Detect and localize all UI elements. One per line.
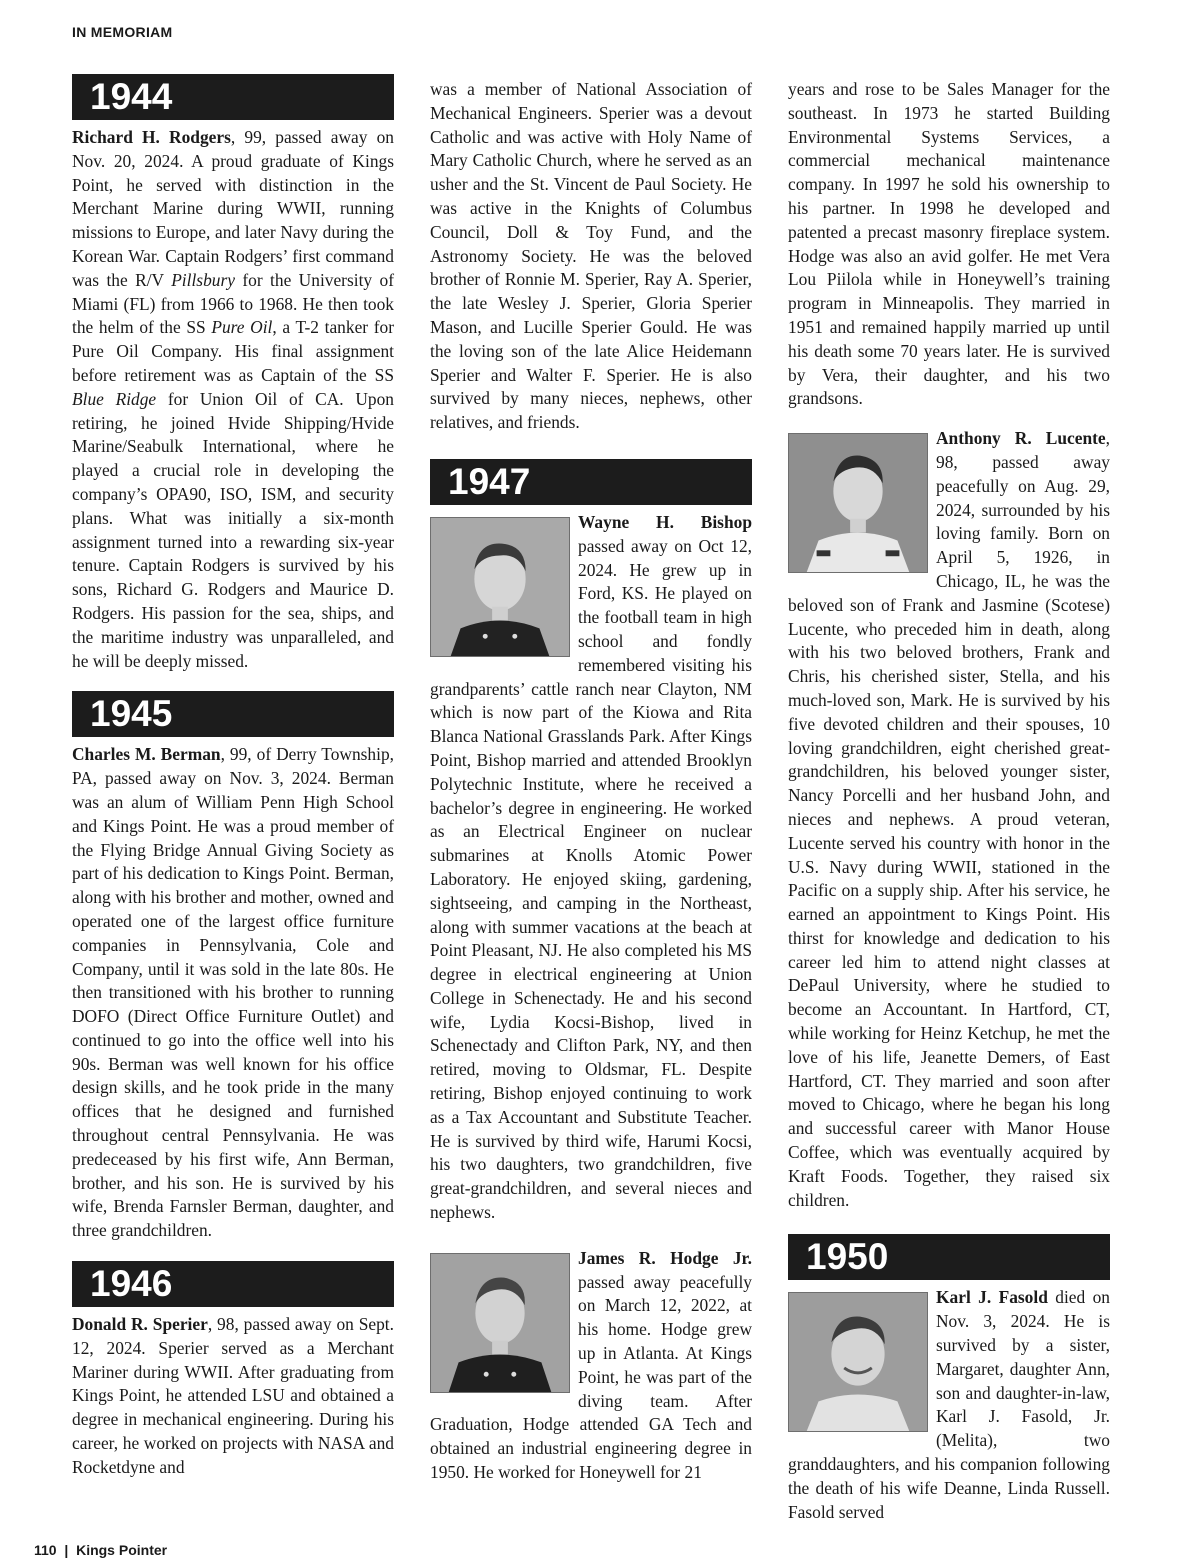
obituary-hodge-continued: years and rose to be Sales Manager for the southeast. In 1973 he started Building Environmental Systems Services, a commercial mechanical maintenance company. In 1997 he sold his ownership to his partner. In 1998 he developed and patented a precast masonry fireplace system. Hodge was also an avid golfer. He met Vera Lou Piilola while in Honeywell’s training program in Minneapolis. They married in 1951 and remained happily married up until his death some 70 years later. He is survived by Vera, their daughter, and his two grandsons. — [788, 79, 1110, 409]
obituary-sperier-continued: was a member of National Association of Mechanical Engineers. Sperier was a devout Catholic and was active with Holy Name of Mary Catholic Church, where he served as an usher and the St. Vincent de Paul Society. He was active in the Knights of Columbus Council, Doll & Toy Fund, and the Astronomy Society. He was the beloved brother of Ronnie M. Sperier, Ray A. Sperier, the late Wesley J. Sperier, Gloria Sperier Mason, and Lucille Sperier Gould. He was the loving son of the late Alice Heidemann Sperier and Walter F. Sperier. He is also survived by many nieces, nephews, other relatives, and friends. — [430, 79, 752, 433]
name-bishop: Wayne H. Bishop — [578, 511, 752, 532]
obituary-berman — [72, 743, 394, 1243]
obit-text: , 98, passed away peacefully on Aug. 29, 2024, surrounded by his loving family. Born on April 5, 1926, in Chicago, IL, he was the beloved son of Frank and Jasmine (Scotese) Lucente, who preceded him in death, along with his two beloved brothers, Frank and Chris, his cherished sister, Stella, and his much-loved son, Mark. He is survived by his five devoted children and their spouses, 10 loving grandchildren, eight cherished great-grandchildren, his beloved younger sister, Nancy Porcelli and her husband John, and nieces and nephews. A proud veteran, Lucente served his country with honor in the U.S. Navy during WWII, stationed in the Pacific on a supply ship. After his service, he earned an appointment to Kings Point. His thirst for knowledge and dedication to his career led him to attend night classes at DePaul University, where he studied to become an Accountant. In Hartford, CT, while working for Heinz Ketchup, he met the love of his life, Jeanette Demers, of East Hartford, CT. They married and soon after moved to Chicago, where he began his long and successful career with Manor House Coffee, which was eventually acquired by Kraft Foods. Together, they raised six children. — [788, 428, 1110, 1210]
photo-bishop — [430, 517, 570, 657]
obit-text: for Union Oil of CA. Upon retiring, he joined Hvide Shipping/Hvide Marine/Seabulk International, where he played a crucial role in developing the company’s OPA90, ISO, ISM, and security plans. What was initially a six-month assignment turned into a rewarding six-year tenure. Captain Rodgers is survived by his sons, Richard G. Rodgers and Maurice D. Rodgers. His passion for the sea, ships, and the maritime industry was unparalleled, and he will be deeply missed. — [72, 388, 394, 671]
ship-name: Pillsbury — [171, 269, 235, 290]
obit-text: died on Nov. 3, 2024. He is survived by a sister, Margaret, daughter Ann, son and daughter-in-law, Karl J. Fasold, Jr. (Melita), two granddaughters, and his companion following the death of his wife Deanne, Linda Russell. Fasold served — [788, 1287, 1111, 1522]
ship-name: Blue Ridge — [72, 388, 157, 409]
year-heading-1945: 1945 — [72, 691, 394, 737]
obit-text: for the University of Miami (FL) from 1966 to 1968. He then took the helm of the SS — [72, 269, 394, 338]
name-rodgers: Richard H. Rodgers — [72, 127, 231, 147]
year-heading-1950: 1950 — [788, 1234, 1110, 1280]
page-footer — [34, 1542, 167, 1558]
obituary-rodgers — [72, 126, 394, 673]
name-fasold: Karl J. Fasold — [936, 1287, 1048, 1308]
obit-text: passed away peacefully on March 12, 2022, at his home. Hodge grew up in Atlanta. At Kings Point, he was part of the diving team. After Graduation, Hodge attended GA Tech and obtained an industrial engineering degree in 1950. He worked for Honeywell for 21 — [430, 1271, 752, 1483]
portrait-photo — [431, 518, 569, 656]
column-2 — [430, 78, 752, 1485]
photo-lucente — [788, 433, 928, 573]
photo-hodge — [430, 1253, 570, 1393]
year-heading-1947: 1947 — [430, 459, 752, 505]
name-berman: Charles M. Berman — [72, 744, 221, 765]
name-sperier: Donald R. Sperier — [72, 1314, 208, 1335]
obit-text: , 99, passed away on Nov. 20, 2024. A proud graduate of Kings Point, he served with distinction in the Merchant Marine during WWII, running missions to Europe, and later Navy during the Korean War. Captain Rodgers’ first command was the R/V — [72, 127, 394, 290]
publication-name: Kings Pointer — [76, 1542, 168, 1558]
portrait-photo — [789, 1293, 927, 1431]
portrait-photo — [431, 1254, 569, 1392]
name-lucente: Anthony R. Lucente — [936, 428, 1106, 449]
obit-text: passed away on Oct 12, 2024. He grew up in Ford, KS. He played on the football team in high school and fondly remembered visiting his grandparents’ cattle ranch near Clayton, NM which is now part of the Kiowa and Rita Blanca National Grasslands Park. After Kings Point, Bishop married and attended Brooklyn Polytechnic Institute, where he received a bachelor’s degree in engineering. He worked as an Electrical Engineer on nuclear submarines at Knolls Atomic Power Laboratory. He enjoyed skiing, gardening, sightseeing, and camping in the Northeast, along with summer vacations at the beach at Point Pleasant, NJ. He also completed his MS degree in electrical engineering at Union College in Schenectady. He and his second wife, Lydia Kocsi-Bishop, lived in Schenectady and Clifton Park, NY, and then retired, moving to Oldsmar, FL. Despite retiring, Bishop enjoyed continuing to work as a Tax Accountant and Substitute Teacher. He is survived by third wife, Harumi Kocsi, his two daughters, two grandchildren, five great-grandchildren, and several nieces and nephews. — [430, 535, 752, 1223]
portrait-photo — [789, 434, 927, 572]
obit-text: , 99, of Derry Township, PA, passed away on Nov. 3, 2024. Berman was an alum of William Penn High School and Kings Point. He was a proud member of the Flying Bridge Annual Giving Society as part of his dedication to Kings Point. Berman, along with his brother and mother, owned and operated one of the largest office furniture companies in Pennsylvania, Cole and Company, until it was sold in the late 80s. He then transitioned with his brother to running DOFO (Direct Office Furniture Outlet) and continued to go into the office well into his 90s. Berman was well known for his office design skills, and he took pride in the many offices that he designed and furnished throughout central Pennsylvania. He was predeceased by his first wife, Ann Berman, brother, and his son. He is survived by his wife, Brenda Farnsler Berman, daughter, and three grandchildren. — [72, 744, 394, 1241]
ship-name: Pure Oil — [211, 317, 273, 338]
obit-text: , a T-2 tanker for Pure Oil Company. His final assignment before retirement was as Captain of the SS — [72, 317, 395, 385]
obit-text: , 98, passed away on Sept. 12, 2024. Sperier served as a Merchant Mariner during WWII. After graduating from Kings Point, he attended LSU and obtained a degree in mechanical engineering. During his career, he worked on projects with NASA and Rocketdyne and — [72, 1314, 394, 1477]
section-label: IN MEMORIAM — [72, 24, 173, 40]
column-1 — [72, 74, 394, 1480]
name-hodge: James R. Hodge Jr. — [578, 1247, 752, 1268]
year-heading-1944: 1944 — [72, 74, 394, 120]
obituary-sperier — [72, 1313, 394, 1480]
page-number: 110 — [34, 1542, 57, 1558]
year-heading-1946: 1946 — [72, 1261, 394, 1307]
footer-separator: | — [64, 1542, 69, 1558]
photo-fasold — [788, 1292, 928, 1432]
column-3 — [788, 78, 1110, 1524]
